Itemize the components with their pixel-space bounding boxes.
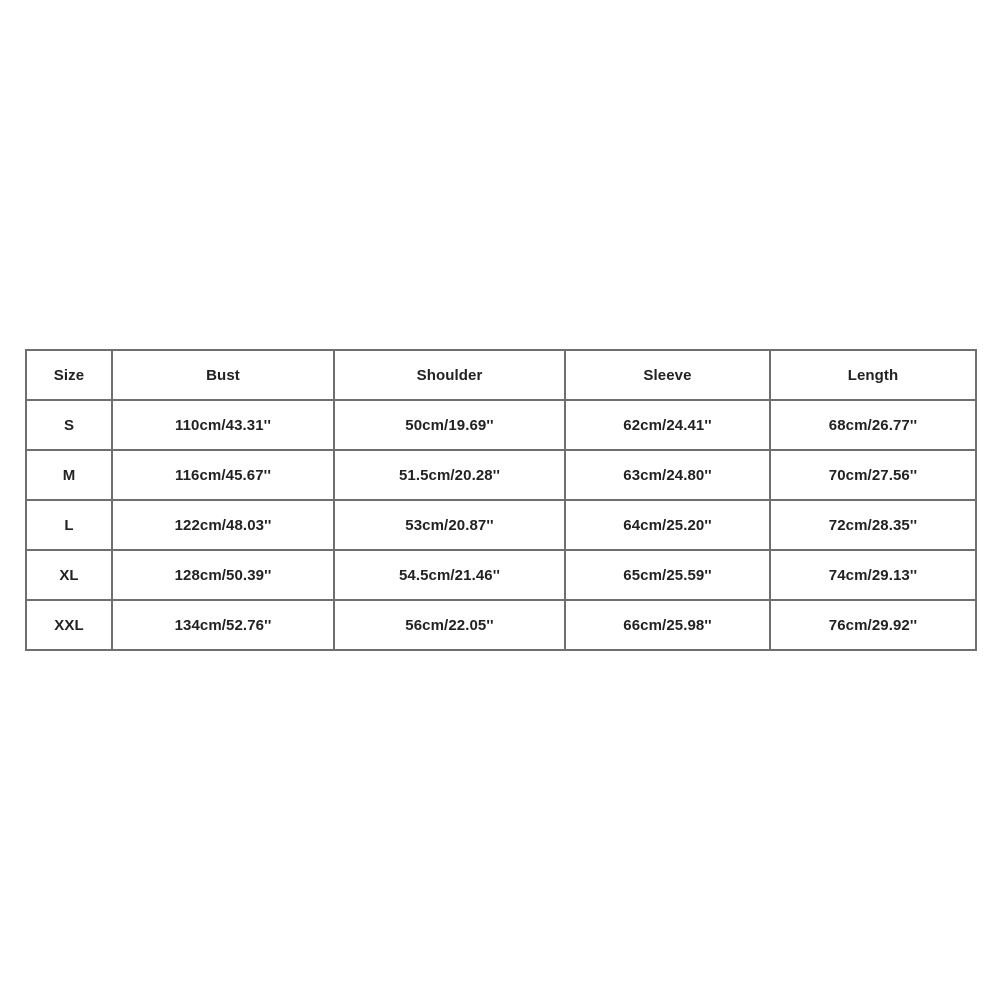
- column-header-shoulder: Shoulder: [334, 350, 565, 400]
- table-row: [26, 600, 976, 650]
- bust-cell: 116cm/45.67'': [112, 450, 334, 500]
- sleeve-cell: 64cm/25.20'': [565, 500, 770, 550]
- length-cell: 74cm/29.13'': [770, 550, 976, 600]
- size-cell: XL: [26, 550, 112, 600]
- size-cell: L: [26, 500, 112, 550]
- bust-cell: 128cm/50.39'': [112, 550, 334, 600]
- sleeve-cell: 65cm/25.59'': [565, 550, 770, 600]
- shoulder-cell: 56cm/22.05'': [334, 600, 565, 650]
- bust-cell: 110cm/43.31'': [112, 400, 334, 450]
- table-header-row: [26, 350, 976, 400]
- sleeve-cell: 62cm/24.41'': [565, 400, 770, 450]
- column-header-size: Size: [26, 350, 112, 400]
- length-cell: 68cm/26.77'': [770, 400, 976, 450]
- size-cell: M: [26, 450, 112, 500]
- column-header-sleeve: Sleeve: [565, 350, 770, 400]
- length-cell: 70cm/27.56'': [770, 450, 976, 500]
- shoulder-cell: 50cm/19.69'': [334, 400, 565, 450]
- table-row: [26, 550, 976, 600]
- column-header-bust: Bust: [112, 350, 334, 400]
- size-cell: S: [26, 400, 112, 450]
- column-header-length: Length: [770, 350, 976, 400]
- table-row: [26, 400, 976, 450]
- table-row: [26, 450, 976, 500]
- size-cell: XXL: [26, 600, 112, 650]
- sleeve-cell: 63cm/24.80'': [565, 450, 770, 500]
- shoulder-cell: 54.5cm/21.46'': [334, 550, 565, 600]
- size-chart-table: [25, 349, 977, 651]
- shoulder-cell: 53cm/20.87'': [334, 500, 565, 550]
- length-cell: 76cm/29.92'': [770, 600, 976, 650]
- sleeve-cell: 66cm/25.98'': [565, 600, 770, 650]
- shoulder-cell: 51.5cm/20.28'': [334, 450, 565, 500]
- length-cell: 72cm/28.35'': [770, 500, 976, 550]
- bust-cell: 122cm/48.03'': [112, 500, 334, 550]
- table-row: [26, 500, 976, 550]
- bust-cell: 134cm/52.76'': [112, 600, 334, 650]
